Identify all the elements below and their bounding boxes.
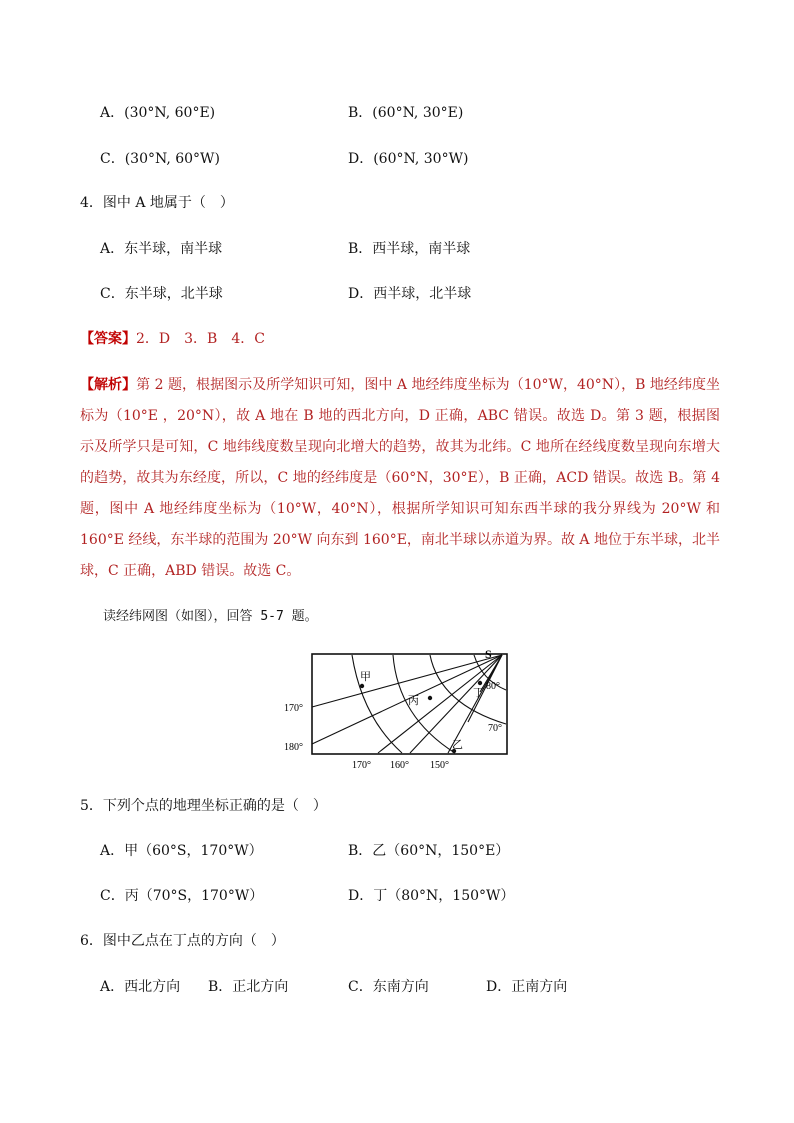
q4-option-c: C．东半球，北半球	[100, 286, 223, 302]
q5-option-d: D．丁（80°N，150°W）	[348, 888, 515, 904]
graticule-map	[280, 642, 540, 772]
q6-option-d: D．正南方向	[486, 979, 568, 995]
q6-stem: 6．图中乙点在丁点的方向（ ）	[80, 933, 285, 949]
label-lat70: 70°	[488, 723, 502, 734]
label-pole-s: S	[485, 647, 492, 661]
label-lon170-left: 170°	[284, 703, 303, 714]
q4-option-b: B．西半球，南半球	[348, 241, 471, 257]
label-bing: 丙	[408, 695, 419, 707]
label-lon180-left: 180°	[284, 742, 303, 753]
analysis-tag: 【解析】	[80, 377, 137, 393]
q6-option-b: B．正北方向	[208, 979, 289, 995]
analysis-paragraph	[80, 370, 720, 587]
q5-option-a: A．甲（60°S，170°W）	[100, 843, 263, 859]
answer-line	[80, 328, 265, 348]
label-lon150-bottom: 150°	[430, 760, 449, 771]
q4-stem: 4．图中 A 地属于（ ）	[80, 195, 234, 211]
answer-tag: 【答案】	[80, 331, 136, 347]
q5-option-c: C．丙（70°S，170°W）	[100, 888, 264, 904]
q3-option-b: B．(60°N, 30°E)	[348, 105, 464, 121]
label-jia: 甲	[360, 671, 371, 683]
q4-option-d: D．西半球，北半球	[348, 286, 472, 302]
label-lon160-bottom: 160°	[390, 760, 409, 771]
analysis-text: 第 2 题，根据图示及所学知识可知，图中 A 地经纬度坐标为（10°W，40°N），B 地经纬度坐标为（10°E ，20°N），故 A 地在 B 地的西北方向，D 正确，ABC 错误。故选 D。第 3 题，根据图示及所学只是可知，C 地纬线度数呈现向北增大的趋势，故其为北纬。C 地所在经线度数呈现向东增大的趋势，故其为东经度，所以，C 地的经纬度是（60°N，30°E），B 正确，ACD 错误。故选 B。第 4 题，图中 A 地经纬度坐标为（10°W，40°N），根据所学知识可知东西半球的我分界线为 20°W 和 160°E 经线，东半球的范围为 20°W 向东到 160°E，南北半球以赤道为界。故 A 地位于东半球，北半球，C 正确，ABD 错误。故选 C。	[80, 377, 720, 579]
point-bing	[428, 696, 432, 700]
label-yi: 乙	[452, 739, 463, 751]
point-ding	[478, 681, 482, 685]
q3-option-a: A．(30°N, 60°E)	[100, 105, 216, 121]
point-jia	[360, 684, 364, 688]
answer-text: 2．D 3．B 4．C	[136, 331, 265, 347]
q6-option-a: A．西北方向	[100, 979, 181, 995]
q6-option-c: C．东南方向	[348, 979, 429, 995]
read-instruction: 读经纬网图（如图），回答 5-7 题。	[103, 609, 318, 624]
label-ding: 丁	[473, 687, 484, 699]
label-lon170-bottom: 170°	[352, 760, 371, 771]
label-lat80: 80°	[486, 681, 500, 692]
q3-option-c: C．(30°N, 60°W)	[100, 151, 220, 167]
q5-option-b: B．乙（60°N，150°E）	[348, 843, 510, 859]
q3-option-d: D．(60°N, 30°W)	[348, 151, 469, 167]
q4-option-a: A．东半球，南半球	[100, 241, 223, 257]
q5-stem: 5．下列个点的地理坐标正确的是（ ）	[80, 798, 327, 814]
